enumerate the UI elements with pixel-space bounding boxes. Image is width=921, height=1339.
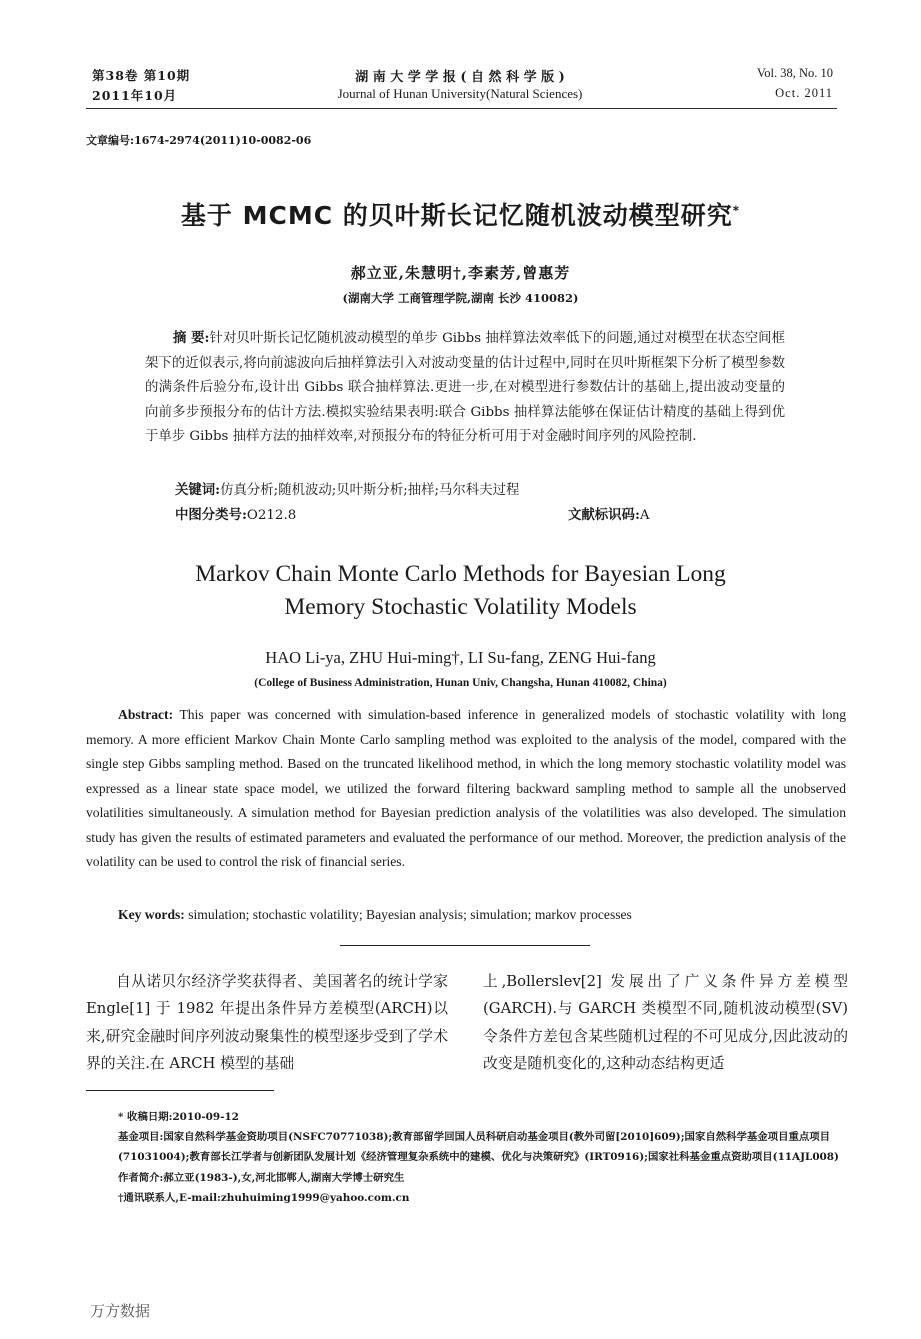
header-rule (86, 108, 837, 109)
paper-title-en-line2: Memory Stochastic Volatility Models (284, 594, 637, 620)
affiliation-en: (College of Business Administration, Hunan Univ, Changsha, Hunan 410082, China) (254, 677, 667, 689)
date-en: Oct. 2011 (775, 86, 833, 100)
footnote-received: * 收稿日期:2010-09-12 (118, 1111, 239, 1123)
authors-cn: 郝立亚,朱慧明†,李素芳,曾惠芳 (350, 264, 571, 282)
keywords-cn: 关键词:仿真分析;随机波动;贝叶斯分析;抽样;马尔科夫过程 (175, 482, 520, 498)
affiliation-cn: (湖南大学 工商管理学院,湖南 长沙 410082) (342, 291, 579, 305)
footnotes (118, 1107, 853, 1208)
journal-title-cn: 湖 南 大 学 学 报 ( 自 然 科 学 版 ) (355, 70, 565, 85)
watermark: 万方数据 (90, 1302, 151, 1320)
document-code: 文献标识码:A (568, 507, 650, 523)
abstract-en: Abstract: This paper was concerned with simulation-based inference in generalized models of stochastic volatility with long memory. A more efficient Markov Chain Monte Carlo sampling method was exploited to the analysis of the model, compared with the single step Gibbs sampling method. Based on the truncated likelihood method, in which the long memory stochastic volatility model was expressed as a linear state space model, we utilized the forward filtering backward sampling method to sample all the unobserved volatilities simultaneously. A simulation method for Bayesian prediction analysis of the volatilities was also developed. The simulation study has given the results of estimated parameters and evaluated the performance of our method. Moreover, the prediction analysis of the volatility can be used to control the risk of financial series. (86, 707, 846, 869)
body-right-column: 上,Bollerslev[2] 发展出了广义条件异方差模型(GARCH).与 GARCH 类模型不同,随机波动模型(SV)令条件方差包含某些随机过程的不可见成分,因此波动的改变是随机变化的,这种动态结构更适 (483, 973, 848, 1073)
footnote-contact: †通讯联系人,E-mail:zhuhuiming1999@yahoo.com.cn (118, 1191, 410, 1204)
footnote-funding: 基金项目:国家自然科学基金资助项目(NSFC70771038);教育部留学回国人员科研启动基金项目(教外司留[2010]609);国家自然科学基金项目重点项目(71031004);教育部长江学者与创新团队发展计划《经济管理复杂系统中的建模、优化与决策研究》(IRT0916);国家社科基金重点资助项目(11AJL008) (118, 1131, 839, 1164)
date-cn: 2011年10月 (92, 88, 178, 103)
paper-title-cn: 基于 MCMC 的贝叶斯长记忆随机波动模型研究* (180, 201, 741, 230)
keywords-en: Key words: simulation; stochastic volatility; Bayesian analysis; simulation; markov processes (118, 907, 632, 922)
paper-title-en-line1: Markov Chain Monte Carlo Methods for Bayesian Long (195, 561, 726, 587)
footnote-author-info: 作者简介:郝立亚(1983-),女,河北邯郸人,湖南大学博士研究生 (118, 1171, 405, 1184)
body-left-column: 自从诺贝尔经济学奖获得者、美国著名的统计学家 Engle[1] 于 1982 年提出条件异方差模型(ARCH)以来,研究金融时间序列波动聚集性的模型逐步受到了学术界的关注.在 ARCH 模型的基础 (86, 973, 448, 1073)
journal-title-en: Journal of Hunan University(Natural Sciences) (337, 86, 583, 101)
article-number: 文章编号:1674-2974(2011)10-0082-06 (86, 134, 312, 147)
abstract-cn: 摘 要:针对贝叶斯长记忆随机波动模型的单步 Gibbs 抽样算法效率低下的问题,通过对模型在状态空间框架下的近似表示,将向前滤波向后抽样算法引入对波动变量的估计过程中,同时在贝叶斯框架下分析了模型参数的满条件后验分布,设计出 Gibbs 联合抽样算法.更进一步,在对模型进行参数估计的基础上,提出波动变量的向前多步预报分布的估计方法.模拟实验结果表明:联合 Gibbs 抽样算法能够在保证估计精度的基础上得到优于单步 Gibbs 抽样方法的抽样效率,对预报分布的特征分析可用于对金融时间序列的风险控制. (145, 330, 785, 444)
volume-issue-cn: 第38卷 第10期 (92, 68, 191, 83)
section-divider (340, 945, 590, 946)
volume-issue-en: Vol. 38, No. 10 (756, 66, 833, 80)
clc-number: 中图分类号:O212.8 (175, 507, 297, 523)
footnote-rule (86, 1090, 274, 1091)
authors-en: HAO Li-ya, ZHU Hui-ming†, LI Su-fang, ZENG Hui-fang (265, 648, 656, 667)
